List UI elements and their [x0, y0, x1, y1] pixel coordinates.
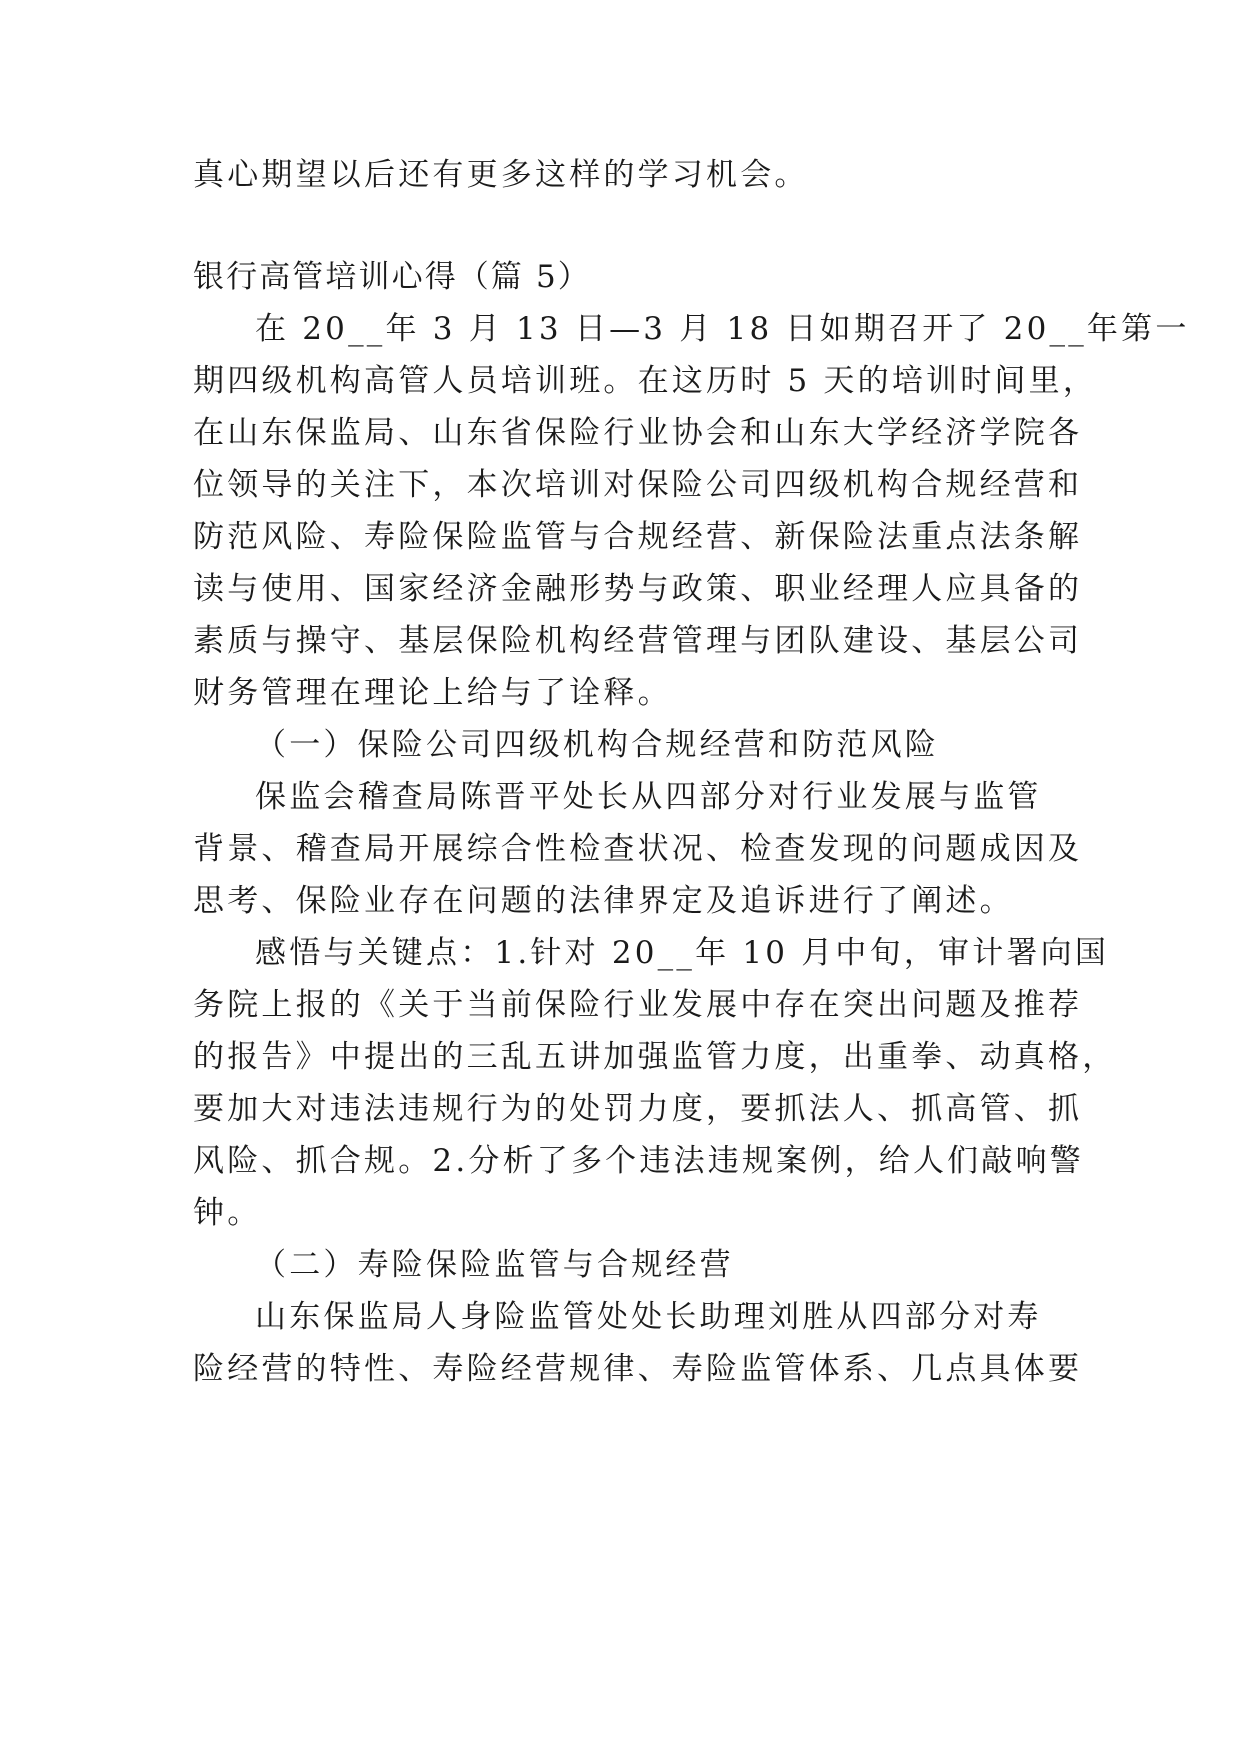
paragraph-line: 险经营的特性、寿险经营规律、寿险监管体系、几点具体要 — [193, 1351, 1083, 1387]
paragraph-line: 在 20__年 3 月 13 日—3 月 18 日如期召开了 20__年第一 — [255, 311, 1190, 347]
paragraph-line: 思考、保险业存在问题的法律界定及追诉进行了阐述。 — [193, 883, 1014, 919]
paragraph-line: 钟。 — [193, 1195, 262, 1231]
paragraph-line: 感悟与关键点：1.针对 20__年 10 月中旬，审计署向国 — [255, 935, 1110, 971]
paragraph-line: 要加大对违法违规行为的处罚力度，要抓法人、抓高管、抓 — [193, 1091, 1083, 1127]
paragraph-line: 位领导的关注下，本次培训对保险公司四级机构合规经营和 — [193, 467, 1083, 503]
paragraph-line: 财务管理在理论上给与了诠释。 — [193, 675, 672, 711]
paragraph-line: 务院上报的《关于当前保险行业发展中存在突出问题及推荐 — [193, 987, 1083, 1023]
paragraph-line: 期四级机构高管人员培训班。在这历时 5 天的培训时间里， — [193, 363, 1098, 399]
subheading-2: （二）寿险保险监管与合规经营 — [255, 1247, 734, 1283]
paragraph-line: 保监会稽查局陈晋平处长从四部分对行业发展与监管 — [255, 779, 1042, 815]
section-title: 银行高管培训心得（篇 5） — [193, 259, 591, 295]
paragraph-line: 风险、抓合规。2.分析了多个违法违规案例，给人们敲响警 — [193, 1143, 1084, 1179]
paragraph-line: 山东保监局人身险监管处处长助理刘胜从四部分对寿 — [255, 1299, 1042, 1335]
paragraph-line: 在山东保监局、山东省保险行业协会和山东大学经济学院各 — [193, 415, 1083, 451]
subheading-1: （一）保险公司四级机构合规经营和防范风险 — [255, 727, 939, 763]
paragraph-line: 读与使用、国家经济金融形势与政策、职业经理人应具备的 — [193, 571, 1083, 607]
paragraph-line: 防范风险、寿险保险监管与合规经营、新保险法重点法条解 — [193, 519, 1083, 555]
paragraph-line: 背景、稽查局开展综合性检查状况、检查发现的问题成因及 — [193, 831, 1083, 867]
prev-closing-line: 真心期望以后还有更多这样的学习机会。 — [193, 157, 809, 193]
paragraph-line: 的报告》中提出的三乱五讲加强监管力度，出重拳、动真格， — [193, 1039, 1117, 1075]
paragraph-line: 素质与操守、基层保险机构经营管理与团队建设、基层公司 — [193, 623, 1083, 659]
